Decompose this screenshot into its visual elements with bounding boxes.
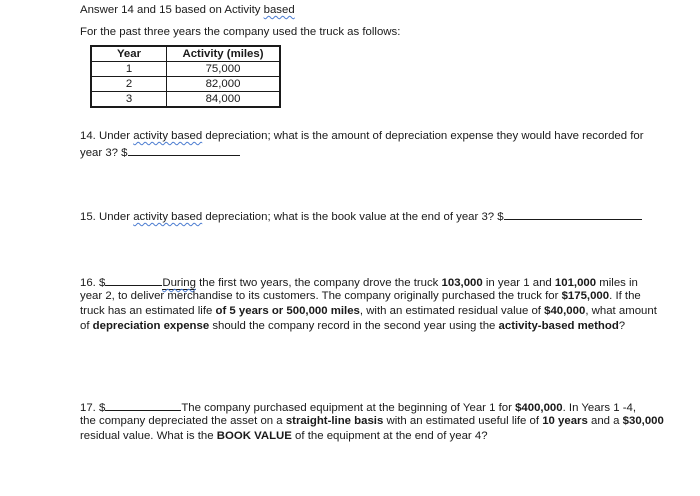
question-15 xyxy=(80,208,642,224)
table-cell-year: 1 xyxy=(91,62,167,77)
q15-text-b: depreciation; what is the book value at the end of year 3? $ xyxy=(202,211,504,223)
q14-text-a: 14. Under xyxy=(80,130,134,142)
q17-text: the company depreciated the asset on a xyxy=(80,415,286,427)
table-header-row xyxy=(91,46,280,62)
table-cell-miles: 75,000 xyxy=(167,62,281,77)
q16-bold-value: of 5 years or 500,000 miles xyxy=(215,305,360,317)
q16-text: truck has an estimated life xyxy=(80,305,216,317)
q15-text-a: 15. Under xyxy=(80,211,134,223)
q17-text: The company purchased equipment at the beginning of Year 1 for xyxy=(181,402,516,414)
table-row xyxy=(91,77,280,92)
q16-text: ? xyxy=(618,320,626,332)
q17-answer-blank[interactable] xyxy=(105,399,181,411)
question-17-line-1 xyxy=(80,399,636,415)
q17-text: of the equipment at the end of year 4? xyxy=(291,430,488,442)
section-heading xyxy=(80,3,295,17)
heading-underlined-word: based xyxy=(263,4,295,16)
q16-text: , what amount xyxy=(585,305,657,317)
question-14-line-1 xyxy=(80,129,644,143)
q17-bold-value: $400,000 xyxy=(515,402,563,414)
heading-text: Answer 14 and 15 based on Activity xyxy=(80,4,264,16)
q16-text: the first two years, the company drove the truck xyxy=(195,277,442,289)
q17-bold-value: 10 years xyxy=(542,415,588,427)
q16-bold-value: 103,000 xyxy=(441,277,483,289)
question-16-line-1 xyxy=(80,274,638,290)
q16-text: . If the xyxy=(609,290,641,302)
q17-bold-value: BOOK VALUE xyxy=(216,430,292,442)
q14-answer-blank[interactable] xyxy=(128,144,240,156)
q16-bold-value: activity-based method xyxy=(498,320,619,332)
table-header-year: Year xyxy=(91,46,167,62)
q16-text: in year 1 and xyxy=(482,277,555,289)
question-17-line-3 xyxy=(80,429,488,443)
q17-text: with an estimated useful life of xyxy=(383,415,543,427)
q15-underlined-term: activity based xyxy=(133,211,203,223)
table-cell-miles: 82,000 xyxy=(167,77,281,92)
q17-text: and a xyxy=(587,415,623,427)
question-16-line-3 xyxy=(80,304,657,318)
q17-number: 17. $ xyxy=(80,402,106,414)
question-16-line-2 xyxy=(80,289,641,303)
table-row xyxy=(91,92,280,108)
question-16-line-4 xyxy=(80,319,625,333)
q16-answer-blank[interactable] xyxy=(105,274,162,286)
q16-number: 16. $ xyxy=(80,277,106,289)
q14-text-b: depreciation; what is the amount of depreciation expense they would have recorded for xyxy=(202,130,644,142)
q16-text: miles in xyxy=(596,277,638,289)
q16-bold-value: depreciation expense xyxy=(92,320,210,332)
table-cell-year: 2 xyxy=(91,77,167,92)
table-cell-year: 3 xyxy=(91,92,167,108)
intro-text: For the past three years the company used the truck as follows: xyxy=(80,26,401,38)
q16-bold-value: 101,000 xyxy=(554,277,597,289)
table-header-activity: Activity (miles) xyxy=(167,46,281,62)
table-cell-miles: 84,000 xyxy=(167,92,281,108)
activity-table xyxy=(90,45,281,108)
q16-bold-value: $175,000 xyxy=(561,290,610,302)
q14-underlined-term: activity based xyxy=(133,130,203,142)
q16-text: year 2, to deliver merchandise to its customers. The company originally purchased the truck for xyxy=(80,290,562,302)
question-17-line-2 xyxy=(80,414,664,428)
q16-text: of xyxy=(80,320,93,332)
q16-text: should the company record in the second year using the xyxy=(209,320,499,332)
q17-bold-value: straight-line basis xyxy=(285,415,384,427)
q16-bold-value: $40,000 xyxy=(544,305,586,317)
q16-during-word: During xyxy=(162,277,196,289)
q15-answer-blank[interactable] xyxy=(504,208,642,220)
q17-text: residual value. What is the xyxy=(80,430,217,442)
q16-text: , with an estimated residual value of xyxy=(359,305,545,317)
table-row xyxy=(91,62,280,77)
q17-bold-value: $30,000 xyxy=(622,415,664,427)
question-14-line-2 xyxy=(80,144,240,160)
q14-prompt: year 3? $ xyxy=(80,147,128,159)
q17-text: . In Years 1 -4, xyxy=(562,402,637,414)
